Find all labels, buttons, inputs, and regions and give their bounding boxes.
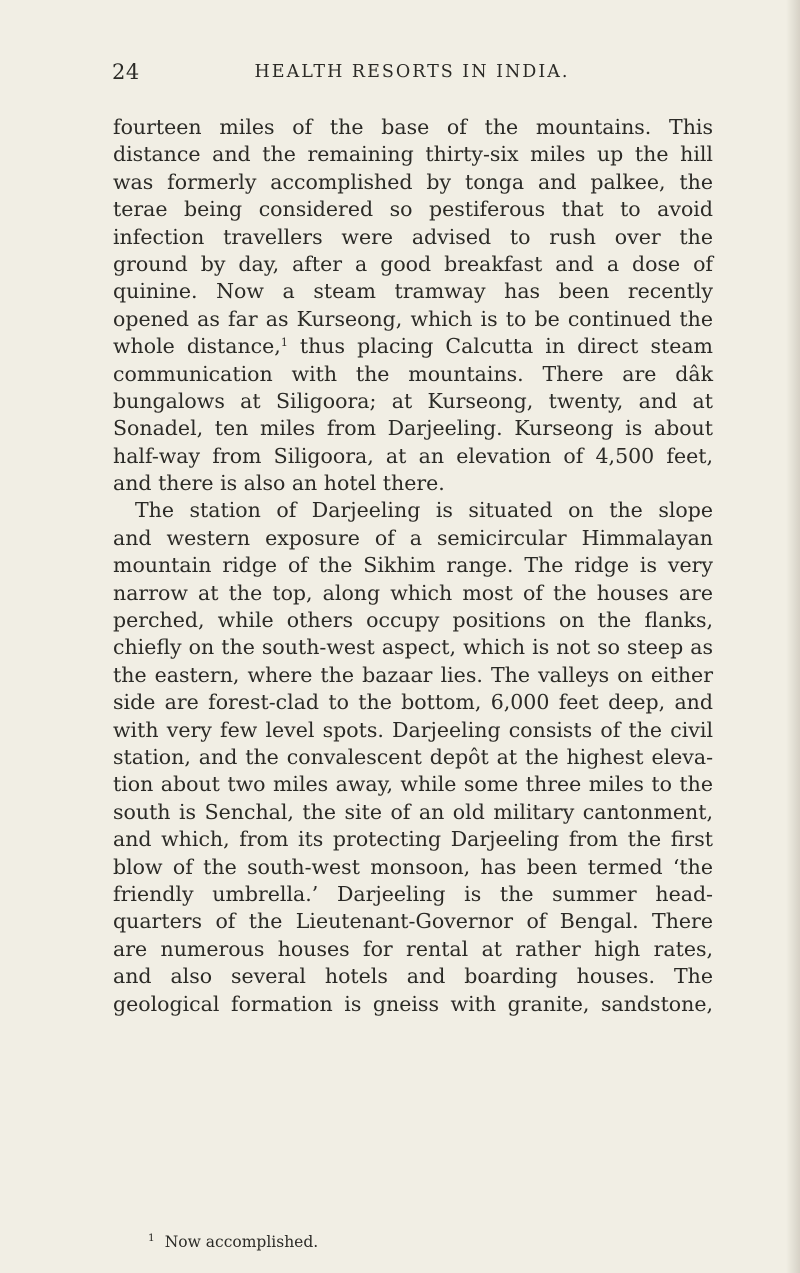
text-line: side are forest-clad to the bottom, 6,000 feet deep, and xyxy=(113,690,713,715)
text-line: and western exposure of a semicircular Himmalayan xyxy=(113,525,713,550)
text-line: chiefly on the south-west aspect, which is not so steep as xyxy=(113,635,713,660)
paragraph xyxy=(113,114,713,497)
text-line: are numerous houses for rental at rather high rates, xyxy=(113,936,713,961)
footnote-marker: 1 xyxy=(148,1232,155,1244)
page-edge-shadow xyxy=(786,0,800,1273)
paragraph xyxy=(113,497,713,1017)
text-line: infection travellers were advised to rush over the xyxy=(113,224,713,249)
text-line: communication with the mountains. There are dâk xyxy=(113,361,713,386)
text-line: mountain ridge of the Sikhim range. The ridge is very xyxy=(113,553,713,578)
text-line: perched, while others occupy positions on the flanks, xyxy=(113,608,713,633)
text-line: fourteen miles of the base of the mountains. This xyxy=(113,115,713,139)
text-line: the eastern, where the bazaar lies. The valleys on either xyxy=(113,662,713,687)
text-line: half-way from Siligoora, at an elevation of 4,500 feet, xyxy=(113,443,713,468)
text-line: geological formation is gneiss with granite, sandstone, xyxy=(113,991,713,1016)
running-head: HEALTH RESORTS IN INDIA. xyxy=(254,62,570,82)
footnote-text: Now accomplished. xyxy=(164,1233,319,1251)
text-line: friendly umbrella.’ Darjeeling is the summer head- xyxy=(113,881,713,906)
text-line: quinine. Now a steam tramway has been recently xyxy=(113,279,713,304)
text-line: tion about two miles away, while some three miles to the xyxy=(113,772,713,797)
text-line: narrow at the top, along which most of the houses are xyxy=(113,580,713,605)
text-line: The station of Darjeeling is situated on the slope xyxy=(135,498,713,523)
text-line: and which, from its protecting Darjeeling from the first xyxy=(113,827,713,852)
text-line: and also several hotels and boarding houses. The xyxy=(113,964,713,989)
text-line: with very few level spots. Darjeeling consists of the civil xyxy=(113,717,713,742)
text-line: Sonadel, ten miles from Darjeeling. Kurseong is about xyxy=(113,416,713,441)
footnote xyxy=(148,1232,318,1251)
text-line: opened as far as Kurseong, which is to be continued the xyxy=(113,306,713,331)
footnote-reference: 1 xyxy=(280,336,288,350)
body-text xyxy=(113,114,713,1018)
text-line: quarters of the Lieutenant-Governor of Bengal. There xyxy=(113,909,713,934)
text-line: blow of the south-west monsoon, has been termed ‘the xyxy=(113,854,713,879)
text-line: bungalows at Siligoora; at Kurseong, twenty, and at xyxy=(113,388,713,413)
page-number: 24 xyxy=(112,60,140,84)
page-header xyxy=(112,60,712,86)
text-line: whole distance,$^1$ thus placing Calcutta in direct steam xyxy=(113,334,714,359)
text-line: terae being considered so pestiferous that to avoid xyxy=(113,197,713,222)
text-line: south is Senchal, the site of an old military cantonment, xyxy=(113,799,713,824)
text-line: and there is also an hotel there. xyxy=(113,471,445,496)
text-line: ground by day, after a good breakfast and a dose of xyxy=(113,251,713,276)
text-line: station, and the convalescent depôt at the highest eleva- xyxy=(113,744,713,769)
text-line: was formerly accomplished by tonga and palkee, the xyxy=(113,169,713,194)
text-line: distance and the remaining thirty-six miles up the hill xyxy=(113,142,713,167)
